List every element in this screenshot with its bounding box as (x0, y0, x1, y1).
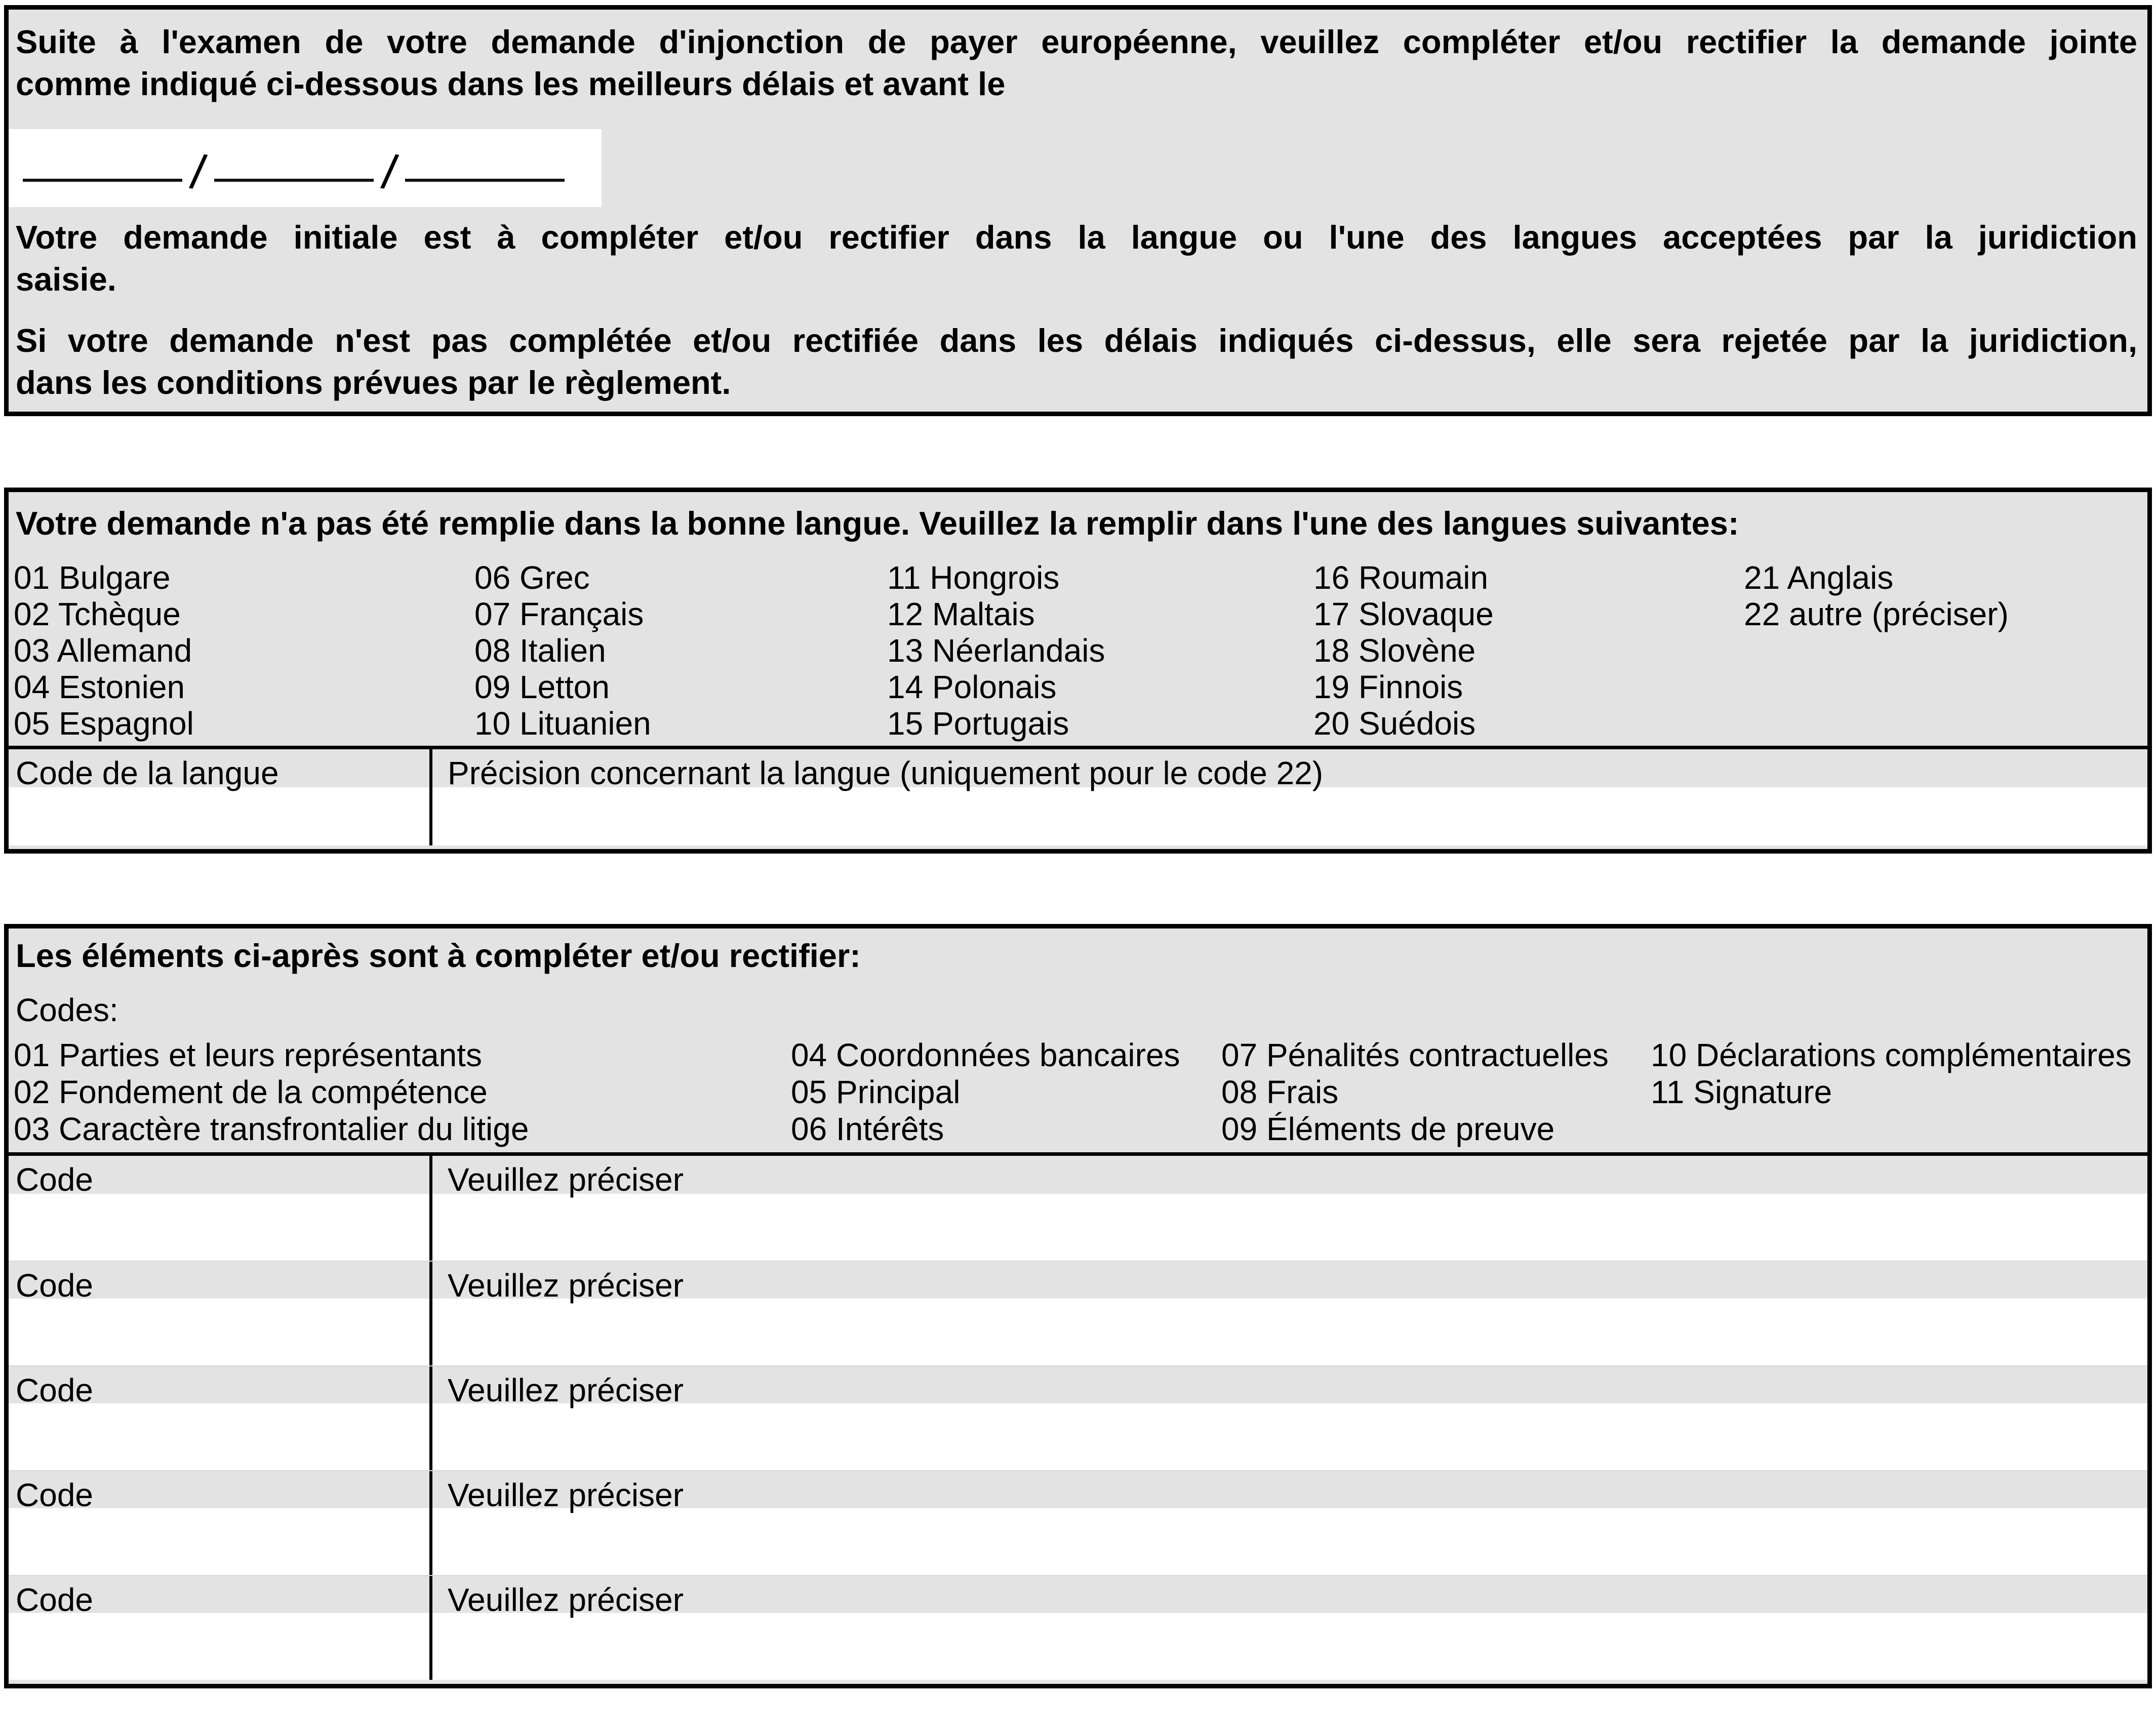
element-row-1 (9, 1156, 2147, 1261)
language-column-2 (474, 559, 887, 742)
code-item: 04 Coordonnées bancaires (791, 1037, 1180, 1073)
language-item: 12 Maltais (887, 596, 1035, 632)
language-item: 07 Français (474, 596, 644, 632)
language-item: 03 Allemand (14, 632, 192, 669)
element-row-2-inputs (9, 1299, 2147, 1365)
codes-column-3 (1221, 1037, 1651, 1148)
element-code-table (9, 1152, 2147, 1680)
language-item: 11 Hongrois (887, 559, 1060, 596)
code-header-label: Code (16, 1477, 93, 1513)
date-month-field[interactable] (214, 179, 374, 182)
code-input-cell[interactable] (9, 1508, 432, 1575)
element-row-3-header (9, 1365, 2147, 1408)
specify-header-cell (432, 1156, 2147, 1198)
language-item: 19 Finnois (1313, 669, 1463, 705)
element-row-1-inputs (9, 1194, 2147, 1261)
language-item: 17 Slovaque (1313, 596, 1494, 632)
notice-p2-line1: Votre demande initiale est à compléter et/ou rectifier dans la langue ou l'une des langues acceptées par la juridiction (16, 219, 2137, 256)
date-year-field[interactable] (405, 179, 565, 182)
specify-header-cell (432, 1366, 2147, 1408)
code-item: 02 Fondement de la compétence (14, 1074, 488, 1110)
language-precision-input-cell[interactable] (432, 787, 2147, 845)
element-row-5 (9, 1575, 2147, 1680)
language-item: 04 Estonien (14, 669, 185, 705)
specify-header-label: Veuillez préciser (448, 1161, 684, 1198)
specify-input-cell[interactable] (432, 1613, 2147, 1680)
code-header-label: Code (16, 1161, 93, 1198)
element-row-3 (9, 1365, 2147, 1470)
notice-p3-line2: dans les conditions prévues par le règlement. (16, 364, 731, 401)
element-row-2-header (9, 1261, 2147, 1304)
element-code-list (9, 1037, 2147, 1148)
codes-column-1 (14, 1037, 791, 1148)
notice-paragraph-rejection (9, 319, 2147, 403)
language-column-5 (1744, 559, 2147, 742)
element-row-1-header (9, 1156, 2147, 1198)
specify-input-cell[interactable] (432, 1194, 2147, 1261)
element-row-4-header (9, 1470, 2147, 1513)
code-input-cell[interactable] (9, 1613, 432, 1680)
scanned-form-page (0, 5, 2156, 1736)
code-item: 01 Parties et leurs représentants (14, 1037, 482, 1073)
specify-header-cell (432, 1576, 2147, 1618)
code-input-cell[interactable] (9, 1194, 432, 1261)
code-header-cell (9, 1366, 432, 1408)
language-precision-header-cell (432, 749, 2147, 791)
specify-header-cell (432, 1262, 2147, 1304)
language-item: 22 autre (préciser) (1744, 596, 2009, 632)
element-row-5-inputs (9, 1613, 2147, 1680)
language-code-table (9, 746, 2147, 845)
code-item: 05 Principal (791, 1074, 961, 1110)
language-item: 13 Néerlandais (887, 632, 1105, 669)
code-header-label: Code (16, 1372, 93, 1408)
code-item: 11 Signature (1651, 1074, 1832, 1110)
specify-header-cell (432, 1471, 2147, 1513)
elements-section-heading: Les éléments ci-après sont à compléter et/ou rectifier: (16, 937, 861, 974)
language-section-heading: Votre demande n'a pas été remplie dans la bonne langue. Veuillez la remplir dans l'une des langues suivantes: (16, 505, 1739, 542)
code-item: 09 Éléments de preuve (1221, 1111, 1555, 1147)
language-item: 05 Espagnol (14, 705, 194, 742)
language-code-header-label: Code de la langue (16, 755, 279, 791)
code-input-cell[interactable] (9, 1403, 432, 1470)
language-section-panel (4, 488, 2152, 854)
language-item: 18 Slovène (1313, 632, 1476, 669)
code-header-cell (9, 1156, 432, 1198)
language-column-3 (887, 559, 1313, 742)
element-row-2 (9, 1261, 2147, 1365)
code-header-label: Code (16, 1582, 93, 1618)
language-item: 15 Portugais (887, 705, 1069, 742)
date-separator-slash: / (378, 144, 401, 200)
deadline-date-entry-area[interactable] (9, 129, 602, 207)
specify-header-label: Veuillez préciser (448, 1267, 684, 1304)
language-item: 02 Tchèque (14, 596, 181, 632)
language-table-input-row (9, 787, 2147, 845)
notice-p3-line1: Si votre demande n'est pas complétée et/ou rectifiée dans les délais indiqués ci-dessus, elle sera rejetée par la juridiction, (16, 322, 2137, 359)
code-input-cell[interactable] (9, 1299, 432, 1365)
notice-p1-line1: Suite à l'examen de votre demande d'injonction de payer européenne, veuillez compléter et/ou rectifier la demande jointe (16, 23, 2137, 60)
code-item: 03 Caractère transfrontalier du litige (14, 1111, 529, 1147)
language-item: 20 Suédois (1313, 705, 1476, 742)
specify-input-cell[interactable] (432, 1508, 2147, 1575)
language-code-header-cell (9, 749, 432, 791)
language-column-1 (14, 559, 474, 742)
language-item: 14 Polonais (887, 669, 1057, 705)
specify-header-label: Veuillez préciser (448, 1477, 684, 1513)
language-precision-header-label: Précision concernant la langue (uniquement pour le code 22) (448, 755, 1324, 791)
language-table-header-row (9, 746, 2147, 791)
date-separator-slash: / (187, 144, 209, 200)
code-item: 08 Frais (1221, 1074, 1339, 1110)
language-code-input-cell[interactable] (9, 787, 432, 845)
language-item: 06 Grec (474, 559, 590, 596)
language-code-list (9, 559, 2147, 742)
code-header-cell (9, 1576, 432, 1618)
code-header-cell (9, 1471, 432, 1513)
element-row-4-inputs (9, 1508, 2147, 1575)
element-row-3-inputs (9, 1403, 2147, 1470)
codes-column-2 (791, 1037, 1221, 1148)
specify-input-cell[interactable] (432, 1299, 2147, 1365)
notice-paragraph-language (9, 216, 2147, 300)
notice-p2-line2: saisie. (16, 261, 116, 298)
codes-label: Codes: (16, 992, 118, 1028)
code-item: 06 Intérêts (791, 1111, 944, 1147)
language-item: 08 Italien (474, 632, 606, 669)
notice-p1-line2: comme indiqué ci-dessous dans les meilleurs délais et avant le (16, 65, 1006, 102)
specify-header-label: Veuillez préciser (448, 1372, 684, 1408)
code-item: 07 Pénalités contractuelles (1221, 1037, 1609, 1073)
code-header-cell (9, 1262, 432, 1304)
language-item: 01 Bulgare (14, 559, 171, 596)
date-day-field[interactable] (23, 179, 182, 182)
code-header-label: Code (16, 1267, 93, 1304)
language-item: 09 Letton (474, 669, 610, 705)
specify-input-cell[interactable] (432, 1403, 2147, 1470)
language-item: 21 Anglais (1744, 559, 1894, 596)
language-item: 16 Roumain (1313, 559, 1489, 596)
language-column-4 (1313, 559, 1744, 742)
codes-column-4 (1651, 1037, 2147, 1148)
elements-section-panel (4, 924, 2152, 1688)
notice-panel (4, 5, 2152, 416)
element-row-4 (9, 1470, 2147, 1575)
code-item: 10 Déclarations complémentaires (1651, 1037, 2132, 1073)
element-row-5-header (9, 1575, 2147, 1618)
notice-paragraph-deadline (9, 21, 2147, 105)
specify-header-label: Veuillez préciser (448, 1582, 684, 1618)
language-item: 10 Lituanien (474, 705, 651, 742)
